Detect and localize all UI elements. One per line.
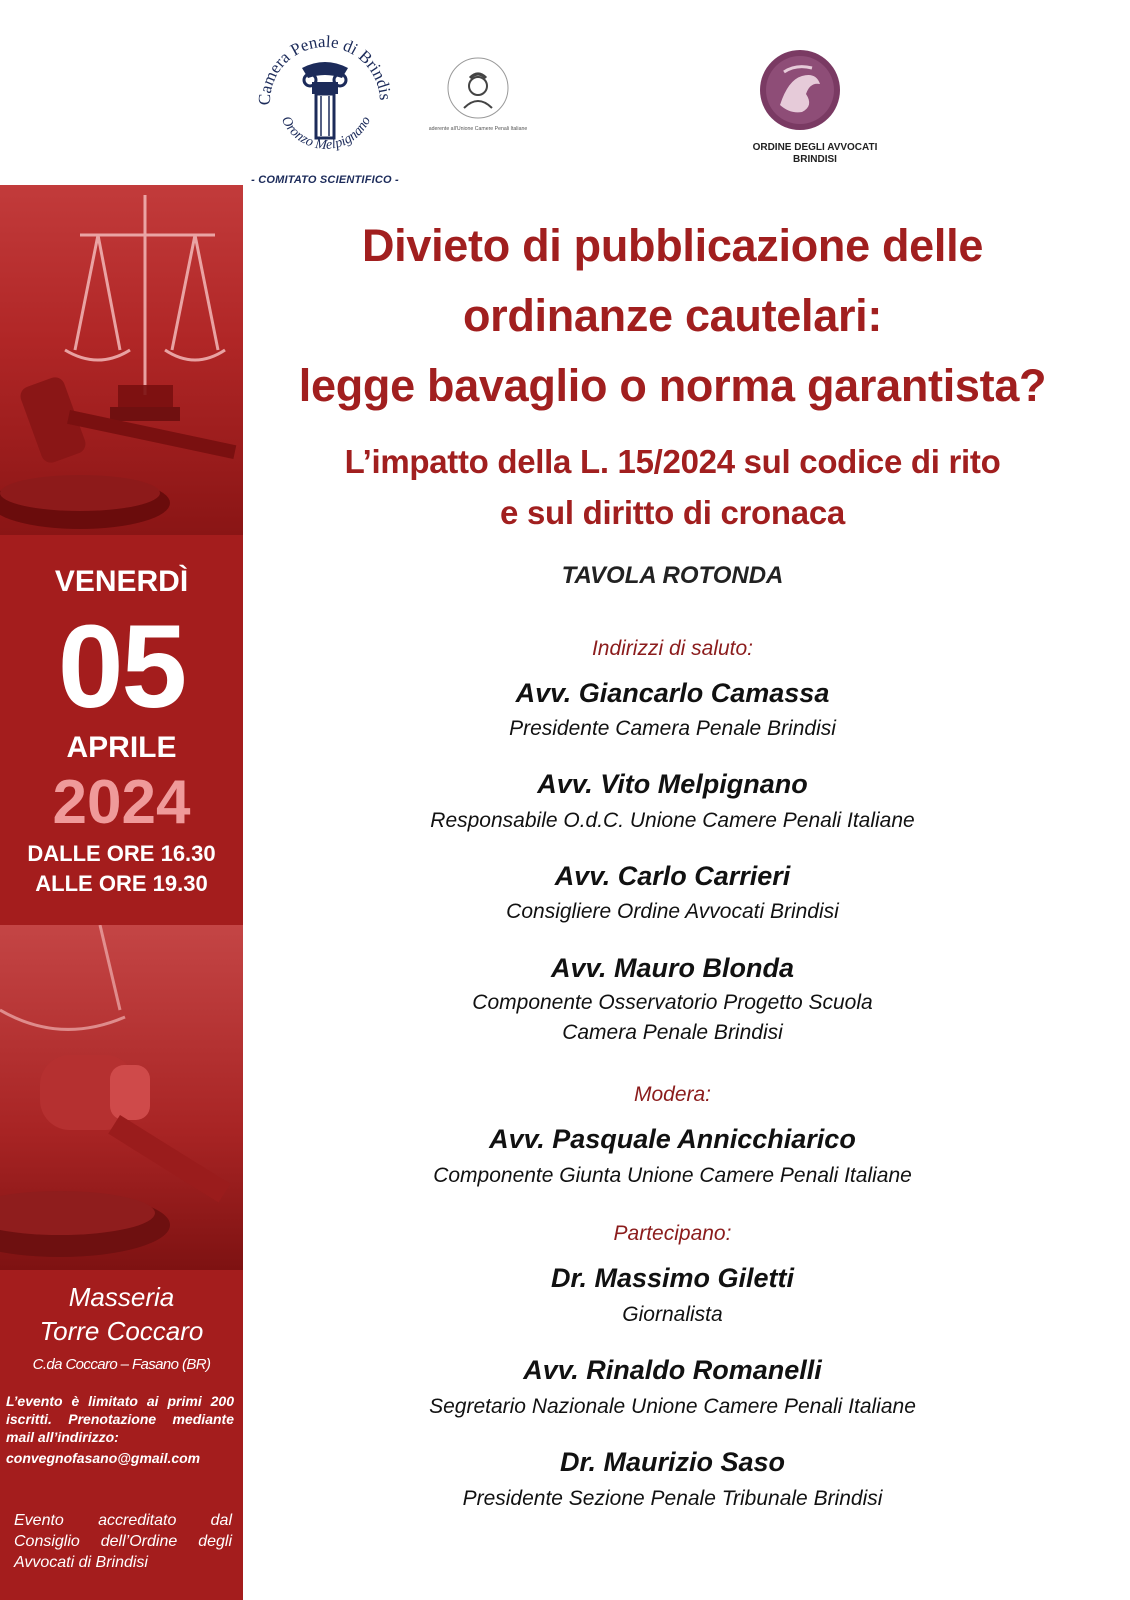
speaker-name: Avv. Vito Melpignano — [537, 769, 808, 799]
logo-ring-text-bottom: Oronzo Melpignano — [277, 113, 375, 154]
date-panel — [0, 535, 243, 925]
speaker-name: Avv. Carlo Carrieri — [554, 861, 791, 891]
moderator-role: Componente Giunta Unione Camere Penali Italiane — [433, 1164, 912, 1187]
participant-name: Dr. Maurizio Saso — [559, 1447, 786, 1477]
venue-address: C.da Coccaro – Fasano (BR) — [32, 1356, 211, 1373]
participant-name: Dr. Massimo Giletti — [550, 1263, 795, 1293]
ordine-avvocati-logo — [740, 50, 890, 170]
event-time-to: ALLE ORE 19.30 — [35, 871, 208, 896]
speaker-role-line2: Camera Penale Brindisi — [562, 1021, 783, 1044]
scuola-logo-caption: aderente all'Unione Camere Penali Italiane — [428, 126, 528, 132]
event-time-from: DALLE ORE 16.30 — [27, 841, 216, 866]
gavel-scale-icon — [0, 925, 243, 1270]
portrait-seal-icon — [420, 50, 540, 140]
venue-name-line1: Masseria — [68, 1282, 175, 1312]
ordine-caption-line2: BRINDISI — [793, 154, 837, 165]
speaker-role: Consigliere Ordine Avvocati Brindisi — [506, 900, 839, 923]
event-title-line2: ordinanze cautelari: — [462, 290, 883, 341]
registration-note: L’evento è limitato ai primi 200 iscritti. Prenotazione mediante mail all’indirizzo: — [6, 1393, 234, 1445]
gavel-photo — [0, 925, 243, 1270]
logo-ring-text-top: Camera Penale di Brindis — [254, 31, 396, 106]
event-day: 05 — [57, 601, 186, 733]
event-format: TAVOLA ROTONDA — [561, 562, 784, 589]
event-subtitle-line1: L’impatto della L. 15/2024 sul codice di rito — [344, 443, 1001, 480]
camera-penale-emblem-icon — [250, 20, 400, 170]
ordine-avvocati-caption — [740, 142, 890, 166]
greetings-heading: Indirizzi di saluto: — [591, 637, 754, 660]
event-weekday: VENERDÌ — [54, 565, 189, 598]
left-sidebar — [0, 185, 243, 1600]
speaker-role: Componente Osservatorio Progetto Scuola — [472, 991, 873, 1014]
participant-role: Presidente Sezione Penale Tribunale Brindisi — [462, 1487, 883, 1510]
scales-of-justice-icon — [0, 185, 243, 535]
moderator-heading: Modera: — [633, 1083, 712, 1106]
venue-name-line2: Torre Coccaro — [39, 1316, 204, 1346]
participant-role: Giornalista — [622, 1303, 723, 1326]
event-title-line3: legge bavaglio o norma garantista? — [298, 360, 1047, 411]
event-month: APRILE — [66, 731, 177, 764]
event-subtitle-line2: e sul diritto di cronaca — [500, 494, 845, 531]
event-title-line1: Divieto di pubblicazione delle — [361, 220, 984, 271]
venue-panel — [0, 1270, 243, 1600]
scuola-logo — [420, 50, 540, 140]
registration-email-link[interactable]: convegnofasano@gmail.com — [6, 1450, 201, 1466]
speaker-name: Avv. Giancarlo Camassa — [515, 678, 830, 708]
moderator-name: Avv. Pasquale Annicchiarico — [489, 1124, 856, 1154]
participants-heading: Partecipano: — [613, 1222, 732, 1245]
ordine-caption-line1: ORDINE DEGLI AVVOCATI — [752, 142, 878, 153]
coin-seal-icon — [740, 50, 890, 140]
speaker-role: Responsabile O.d.C. Unione Camere Penali Italiane — [430, 809, 915, 832]
accreditation-note: Evento accreditato dal Consiglio dell’Ordine degli Avvocati di Brindisi — [14, 1512, 232, 1571]
event-year: 2024 — [52, 768, 191, 837]
participant-role: Segretario Nazionale Unione Camere Penali Italiane — [429, 1395, 916, 1418]
participant-name: Avv. Rinaldo Romanelli — [523, 1355, 822, 1385]
scales-gavel-photo — [0, 185, 243, 535]
speaker-role: Presidente Camera Penale Brindisi — [509, 717, 836, 740]
speaker-name: Avv. Mauro Blonda — [550, 953, 795, 983]
logo-caption: - COMITATO SCIENTIFICO - — [251, 174, 399, 186]
camera-penale-logo — [250, 20, 400, 190]
